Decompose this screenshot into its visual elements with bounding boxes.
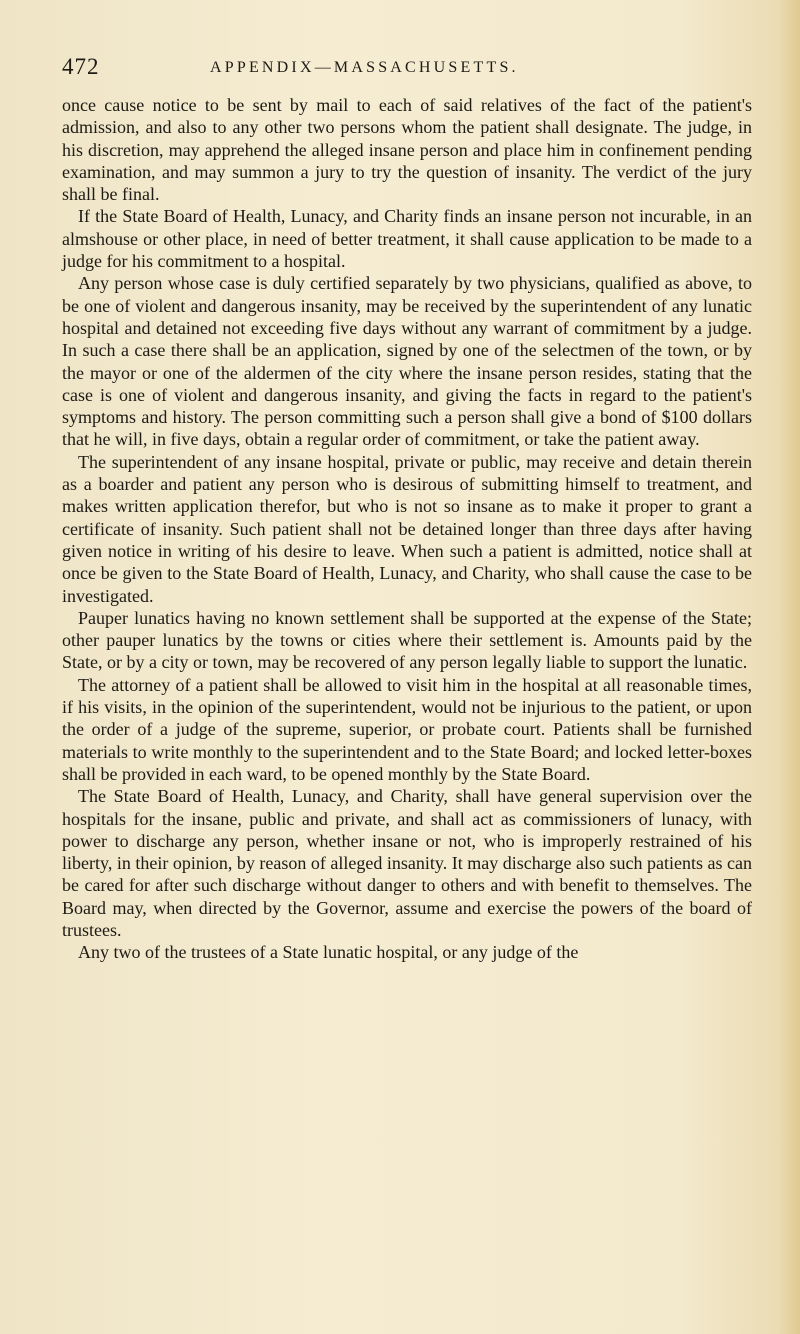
paragraph-board-supervision: The State Board of Health, Lunacy, and Charity, shall have general supervision over the hospitals for the insane, public and private, and shall act as commissioners of lunacy, with power to discharge any person, whether insane or not, who is improperly restrained of his liberty, in their opinion, by reason of alleged insanity. It may discharge also such patients as can be cared for after such discharge without danger to others and with benefit to themselves. The Board may, when directed by the Governor, assume and exercise the powers of the board of trustees.	[62, 786, 752, 940]
paragraph-voluntary-boarder: The superintendent of any insane hospital, private or public, may receive and detain therein as a boarder and patient any person who is desirous of submitting himself to treatment, and makes written application therefor, but who is not so insane as to make it proper to grant a certificate of insanity. Such patient shall not be detained longer than three days after having given notice in writing of his desire to leave. When such a patient is admitted, notice shall at once be given to the State Board of Health, Lunacy, and Charity, who shall cause the case to be investigated.	[62, 451, 752, 606]
page-edge-discoloration	[778, 0, 800, 1334]
body-text	[62, 94, 752, 964]
paragraph-attorney-visits: The attorney of a patient shall be allowed to visit him in the hospital at all reasonable times, if his visits, in the opinion of the superintendent, would not be injurious to the patient, or upon the order of a judge of the supreme, superior, or probate court. Patients shall be furnished materials to write monthly to the superintendent and to the State Board; and locked letter-boxes shall be provided in each ward, to be opened monthly by the State Board.	[62, 674, 752, 784]
running-head: APPENDIX—MASSACHUSETTS.	[210, 59, 519, 76]
paragraph-trustees: Any two of the trustees of a State lunatic hospital, or any judge of the	[78, 942, 579, 963]
page-number: 472	[62, 54, 100, 79]
page-header	[62, 52, 752, 82]
paragraph-state-board-treatment: If the State Board of Health, Lunacy, and Charity finds an insane person not incurable, in an almshouse or other place, in need of better treatment, it shall cause application to be made to a judge for his commitment to a hospital.	[62, 206, 752, 272]
paragraph-continuation: once cause notice to be sent by mail to each of said relatives of the fact of the patient's admission, and also to any other two persons whom the patient shall designate. The judge, in his discretion, may apprehend the alleged insane person and place him in confinement pending examination, and may summon a jury to try the question of insanity. The verdict of the jury shall be final.	[62, 95, 752, 205]
paragraph-pauper-lunatics: Pauper lunatics having no known settlement shall be supported at the expense of the State; other pauper lunatics by the towns or cities where their settlement is. Amounts paid by the State, or by a city or town, may be recovered of any person legally liable to support the lunatic.	[62, 607, 752, 673]
paragraph-emergency-admission: Any person whose case is duly certified separately by two physicians, qualified as above, to be one of violent and dangerous insanity, may be received by the superintendent of any lunatic hospital and detained not exceeding five days without any warrant of commitment by a judge. In such a case there shall be an application, signed by one of the selectmen of the town, or by the mayor or one of the aldermen of the city where the insane person resides, stating that the case is one of violent and dangerous insanity, and giving the facts in regard to the patient's symptoms and history. The person committing such a person shall give a bond of $100 dollars that he will, in five days, obtain a regular order of commitment, or take the patient away.	[62, 273, 752, 450]
